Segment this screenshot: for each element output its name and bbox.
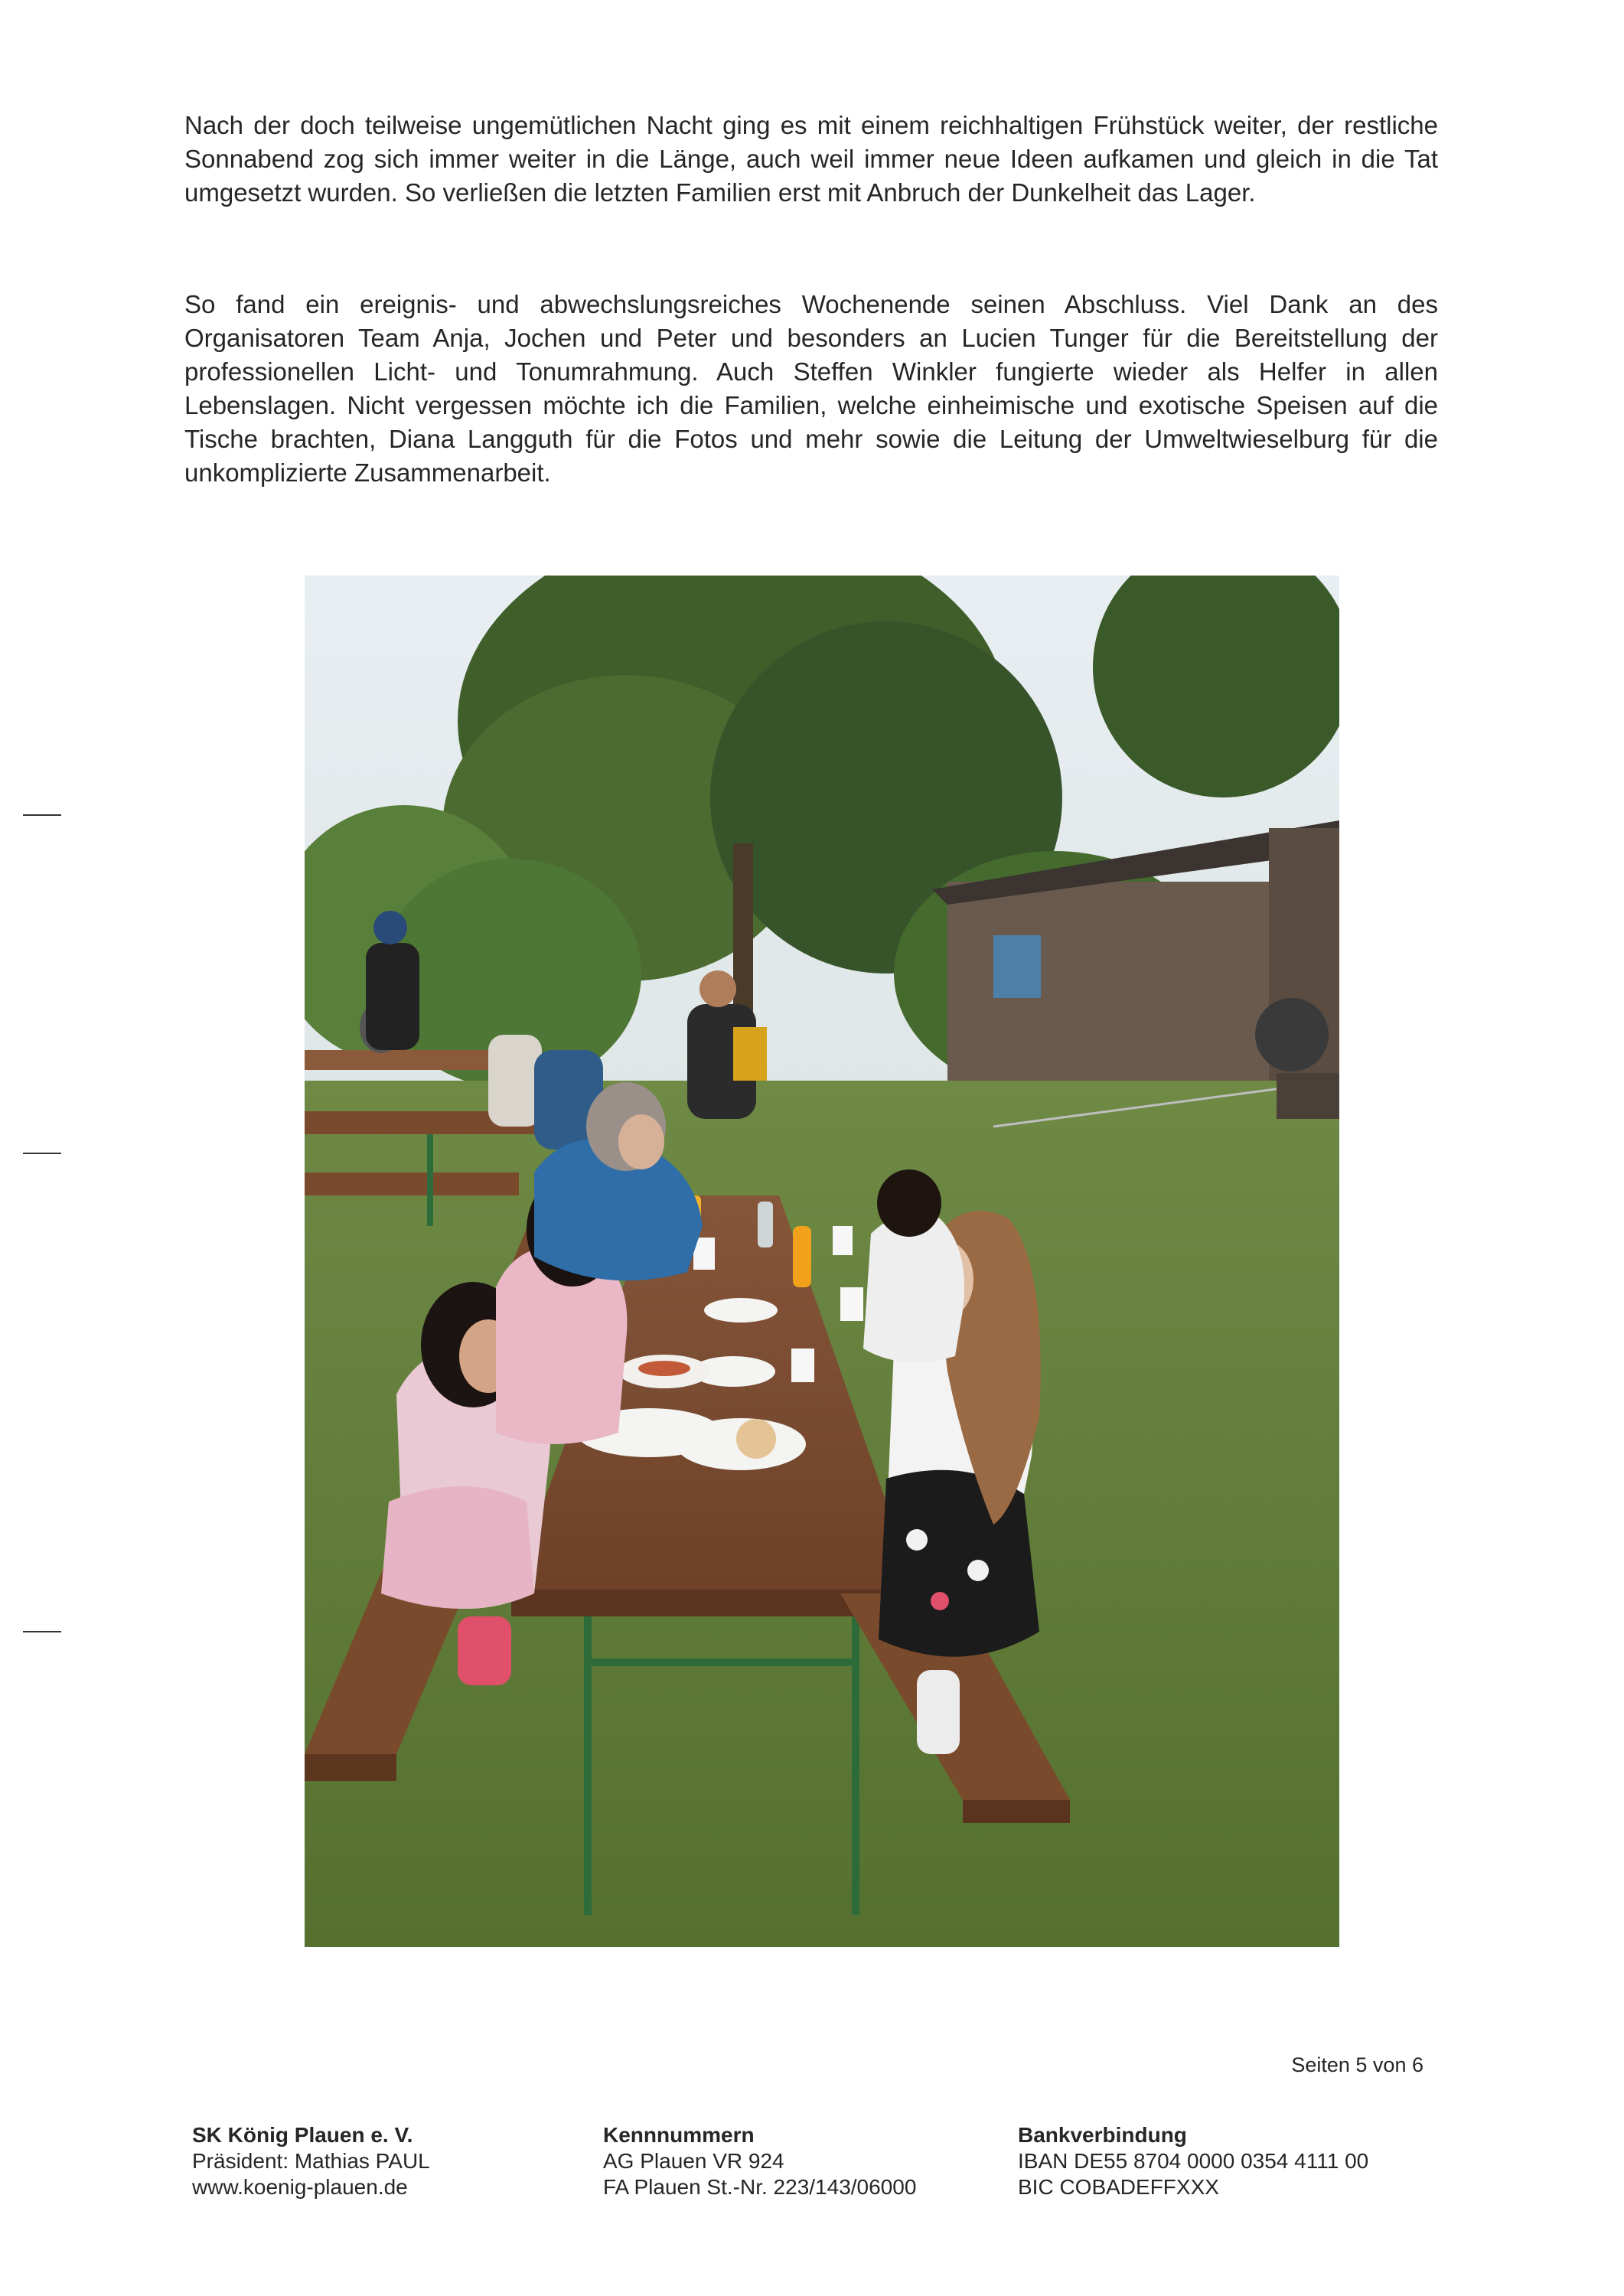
right-bench-edge <box>963 1800 1070 1823</box>
fold-mark <box>23 814 61 816</box>
footer-registration <box>603 2122 916 2200</box>
registration-heading: Kennnummern <box>603 2123 755 2147</box>
fold-mark <box>23 1631 61 1632</box>
bank-heading: Bankverbindung <box>1018 2123 1187 2147</box>
club-website: www.koenig-plauen.de <box>192 2175 408 2199</box>
event-photo <box>305 576 1339 1947</box>
paragraph-thanks: So fand ein ereignis- und abwechslungsreiches Wochenende seinen Abschluss. Viel Dank an des Organisatoren Team Anja, Jochen und Peter und besonders an Lucien Tunger für die Bereitstellung der professionellen Licht- und Tonumrahmung. Auch Steffen Winkler fungierte wieder als Helfer in allen Lebenslagen. Nicht vergessen möchte ich die Familien, welche einheimische und exotische Speisen auf die Tische brachten, Diana Langguth für die Fotos und mehr sowie die Leitung der Umweltwieselburg für die unkomplizierte Zusammenarbeit. <box>184 290 1438 487</box>
page-number: Seiten 5 von 6 <box>1291 2053 1423 2076</box>
paragraph-breakfast: Nach der doch teilweise ungemütlichen Nacht ging es mit einem reichhaltigen Frühstück weiter, der restliche Sonnabend zog sich immer weiter in die Länge, auch weil immer neue Ideen aufkamen und gleich in die Tat umgesetzt wurden. So verließen die letzten Familien erst mit Anbruch der Dunkelheit das Lager. <box>184 111 1438 207</box>
photo-illustration <box>305 576 1339 1947</box>
bank-bic: BIC COBADEFFXXX <box>1018 2175 1219 2199</box>
bank-iban: IBAN DE55 8704 0000 0354 4111 00 <box>1018 2149 1369 2173</box>
club-name: SK König Plauen e. V. <box>192 2123 413 2147</box>
punch-mark <box>23 1153 61 1154</box>
footer-club <box>192 2122 430 2200</box>
tax-number: FA Plauen St.-Nr. 223/143/06000 <box>603 2175 917 2199</box>
footer-bank <box>1018 2122 1368 2200</box>
club-president: Präsident: Mathias PAUL <box>192 2149 430 2173</box>
left-bench-edge <box>305 1754 396 1781</box>
register-number: AG Plauen VR 924 <box>603 2149 784 2173</box>
